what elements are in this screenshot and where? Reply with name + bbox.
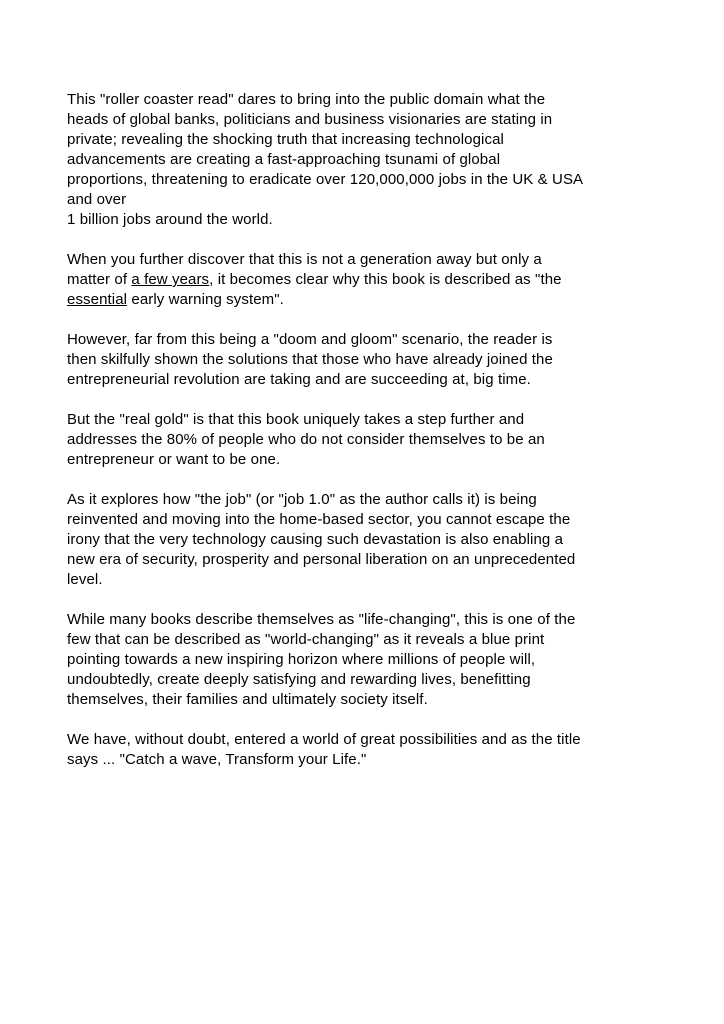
text-run: reinvented and moving into the home-based sector, you cannot escape the xyxy=(67,511,571,528)
text-run: then skilfully shown the solutions that those who have already joined the xyxy=(67,351,553,368)
text-line xyxy=(67,610,667,630)
text-line xyxy=(67,690,667,710)
text-line xyxy=(67,210,667,230)
paragraph xyxy=(67,490,667,590)
paragraph xyxy=(67,610,667,710)
text-line xyxy=(67,370,667,390)
text-run: and over xyxy=(67,191,127,208)
document-body xyxy=(67,90,667,790)
text-line xyxy=(67,570,667,590)
text-line xyxy=(67,150,667,170)
text-line xyxy=(67,110,667,130)
text-line xyxy=(67,330,667,350)
text-line xyxy=(67,250,667,270)
text-run: advancements are creating a fast-approaching tsunami of global xyxy=(67,151,501,168)
text-line xyxy=(67,270,667,290)
text-run: However, far from this being a "doom and gloom" scenario, the reader is xyxy=(67,331,553,348)
text-line xyxy=(67,630,667,650)
text-run: proportions, threatening to eradicate over 120,000,000 jobs in the UK & USA xyxy=(67,171,584,188)
text-run: addresses the 80% of people who do not consider themselves to be an xyxy=(67,431,545,448)
text-line xyxy=(67,450,667,470)
text-line xyxy=(67,530,667,550)
text-run: new era of security, prosperity and personal liberation on an unprecedented xyxy=(67,551,576,568)
text-line xyxy=(67,130,667,150)
text-line xyxy=(67,410,667,430)
text-run: few that can be described as "world-changing" as it reveals a blue print xyxy=(67,631,545,648)
text-run: 1 billion jobs around the world. xyxy=(67,211,273,228)
text-run: irony that the very technology causing such devastation is also enabling a xyxy=(67,531,564,548)
paragraph xyxy=(67,730,667,770)
text-run: early warning system". xyxy=(127,291,284,308)
text-run: private; revealing the shocking truth that increasing technological xyxy=(67,131,504,148)
text-line xyxy=(67,670,667,690)
paragraph xyxy=(67,90,667,230)
text-line xyxy=(67,350,667,370)
paragraph xyxy=(67,410,667,470)
underlined-text-run: essential xyxy=(67,291,128,308)
text-run: undoubtedly, create deeply satisfying and rewarding lives, benefitting xyxy=(67,671,531,688)
text-line xyxy=(67,430,667,450)
text-line xyxy=(67,650,667,670)
text-line xyxy=(67,550,667,570)
text-run: As it explores how "the job" (or "job 1.0" as the author calls it) is being xyxy=(67,491,537,508)
text-run: , it becomes clear why this book is described as "the xyxy=(209,271,562,288)
text-line xyxy=(67,190,667,210)
text-run: matter of xyxy=(67,271,132,288)
text-run: heads of global banks, politicians and business visionaries are stating in xyxy=(67,111,553,128)
text-line xyxy=(67,170,667,190)
paragraph xyxy=(67,250,667,310)
text-run: pointing towards a new inspiring horizon where millions of people will, xyxy=(67,651,536,668)
text-line xyxy=(67,750,667,770)
underlined-text-run: a few years xyxy=(131,271,210,288)
text-run: We have, without doubt, entered a world of great possibilities and as the title xyxy=(67,731,581,748)
text-run: entrepreneur or want to be one. xyxy=(67,451,281,468)
text-run: themselves, their families and ultimately society itself. xyxy=(67,691,428,708)
text-run: When you further discover that this is not a generation away but only a xyxy=(67,251,542,268)
paragraph xyxy=(67,330,667,390)
text-run: entrepreneurial revolution are taking and are succeeding at, big time. xyxy=(67,371,531,388)
text-line xyxy=(67,490,667,510)
text-run: But the "real gold" is that this book uniquely takes a step further and xyxy=(67,411,525,428)
text-run: level. xyxy=(67,571,103,588)
text-line xyxy=(67,510,667,530)
text-run: says ... "Catch a wave, Transform your Life." xyxy=(67,751,367,768)
text-run: This "roller coaster read" dares to bring into the public domain what the xyxy=(67,91,546,108)
text-line xyxy=(67,90,667,110)
text-run: While many books describe themselves as "life-changing", this is one of the xyxy=(67,611,576,628)
text-line xyxy=(67,290,667,310)
text-line xyxy=(67,730,667,750)
